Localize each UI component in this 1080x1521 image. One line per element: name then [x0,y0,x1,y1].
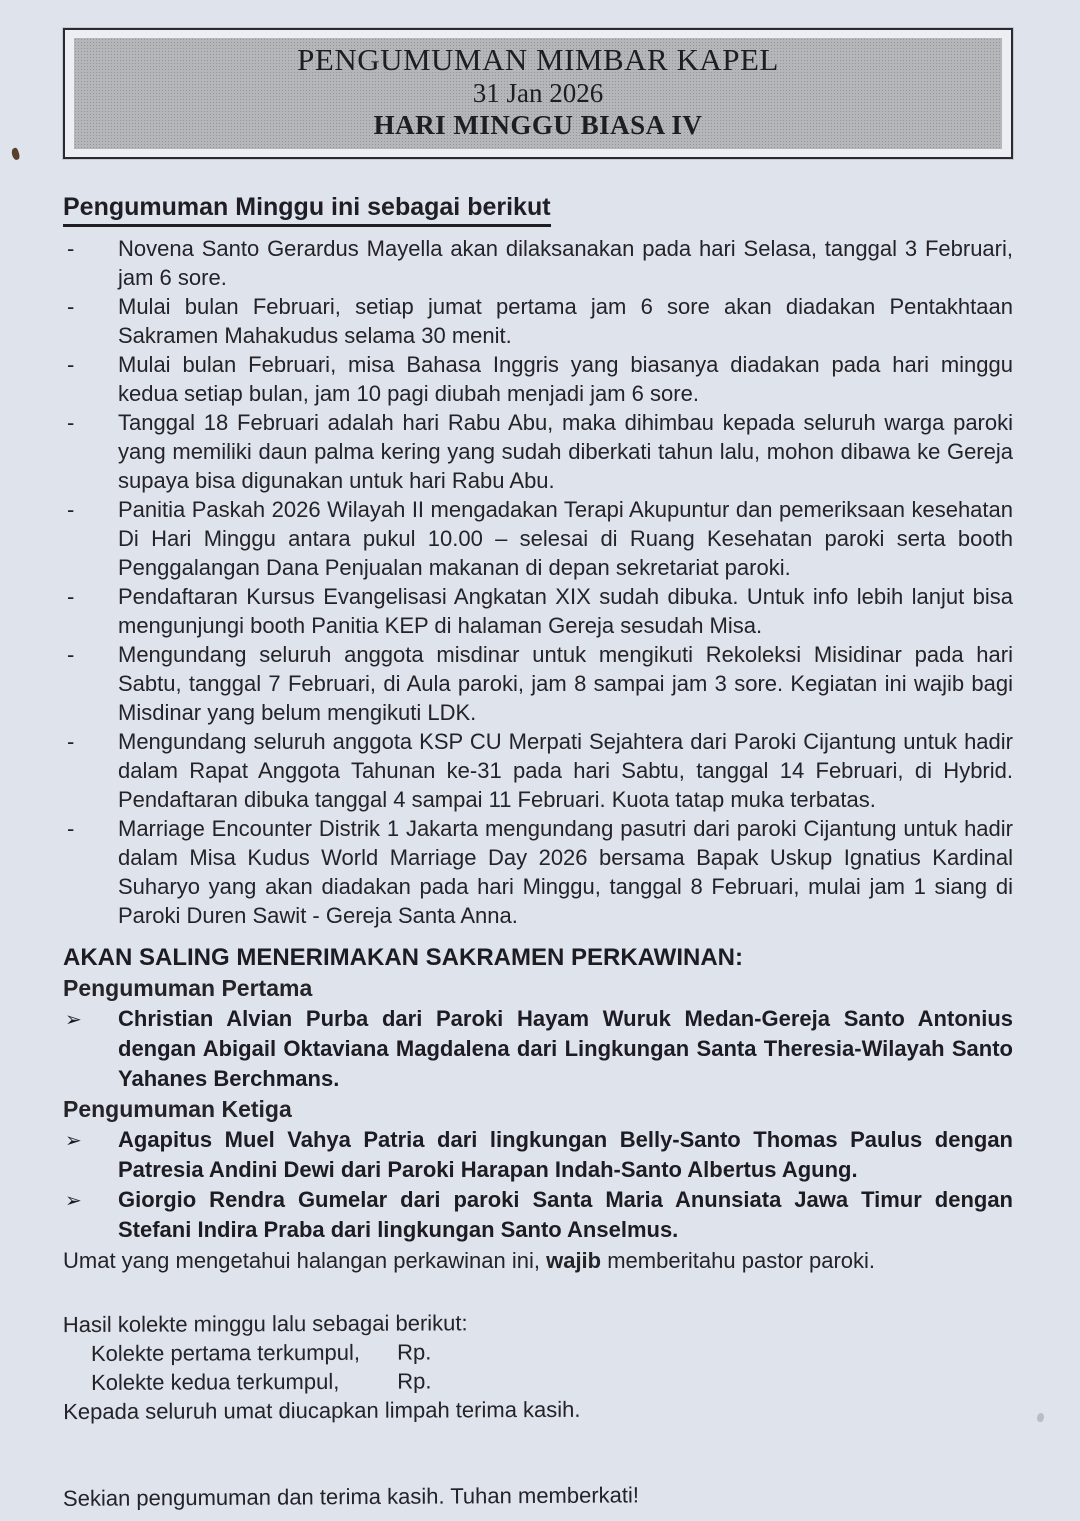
announcement-text: Tanggal 18 Februari adalah hari Rabu Abu, maka dihimbau kepada seluruh warga paroki yang memiliki daun palma kering yang sudah diberkati tahun lalu, mohon dibawa ke Gereja supaya bisa digunakan untuk hari Rabu Abu. [118,410,1013,493]
closing-line: Sekian pengumuman dan terima kasih. Tuhan memberkati! [62,1482,640,1511]
collection-amount: Rp. [397,1339,432,1365]
banns-text: Agapitus Muel Vahya Patria dari lingkungan Belly-Santo Thomas Paulus dengan Patresia Andini Dewi dari Paroki Harapan Indah-Santo Albertus Agung. [118,1127,1013,1182]
announcement-item [63,408,1013,495]
collection-row [63,1335,1013,1368]
arrow-bullet-icon: ➢ [65,1007,82,1031]
first-banns-label: Pengumuman Pertama [63,975,313,1001]
announcement-list [63,234,1013,930]
dash-bullet: - [67,294,75,319]
document-title: PENGUMUMAN MIMBAR KAPEL [297,42,779,77]
collection-amount: Rp. [397,1368,432,1394]
announcement-item [63,292,1013,350]
impediment-note [63,1246,1013,1276]
announcement-text: Mulai bulan Februari, setiap jumat pertama jam 6 sore akan diadakan Pentakhtaan Sakramen Mahakudus selama 30 menit. [118,294,1013,348]
dash-bullet: - [67,497,75,522]
collection-summary [63,1306,1013,1426]
banns-item [63,1185,1013,1245]
announcement-text: Panitia Paskah 2026 Wilayah II mengadakan Terapi Akupuntur dan pemeriksaan kesehatan Di Hari Minggu antara pukul 10.00 – selesai di Ruang Kesehatan paroki serta booth Penggalangan Dana Penjualan makanan di depan sekretariat paroki. [118,497,1013,580]
impediment-note-prefix: Umat yang mengetahui halangan perkawinan ini, [63,1248,547,1273]
ink-speck [10,147,20,161]
collection-label: Kolekte pertama terkumpul, [90,1339,361,1366]
announcement-text: Mengundang seluruh anggota misdinar untuk mengikuti Rekoleksi Misidinar pada hari Sabtu, tanggal 7 Februari, di Aula paroki, jam 8 sampai jam 3 sore. Kegiatan ini wajib bagi Misdinar yang belum mengikuti LDK. [118,642,1013,725]
dash-bullet: - [67,642,75,667]
third-banns-label: Pengumuman Ketiga [63,1096,292,1122]
announcement-item [63,727,1013,814]
header-box [63,28,1013,159]
third-banns-list [63,1125,1013,1245]
collection-intro: Hasil kolekte minggu lalu sebagai berikut: [62,1310,468,1338]
announcement-text: Mulai bulan Februari, misa Bahasa Inggris yang biasanya diadakan pada hari minggu kedua setiap bulan, jam 10 pagi diubah menjadi jam 6 sore. [118,352,1013,406]
first-banns-list [63,1004,1013,1094]
banns-item [63,1125,1013,1185]
impediment-note-suffix: memberitahu pastor paroki. [601,1248,876,1273]
announcement-item [63,350,1013,408]
weekly-announcements-heading [63,193,1013,227]
arrow-bullet-icon: ➢ [65,1188,82,1212]
announcement-item [63,640,1013,727]
dash-bullet: - [67,584,75,609]
dash-bullet: - [67,352,75,377]
banns-text: Christian Alvian Purba dari Paroki Hayam Wuruk Medan-Gereja Santo Antonius dengan Abigail Oktaviana Magdalena dari Lingkungan Santa Theresia-Wilayah Santo Yahanes Berchmans. [118,1006,1013,1091]
announcement-item [63,495,1013,582]
scan-speck [1035,1412,1045,1423]
document-subtitle: HARI MINGGU BIASA IV [373,110,703,140]
announcement-text: Marriage Encounter Distrik 1 Jakarta mengundang pasutri dari paroki Cijantung untuk hadir dalam Misa Kudus World Marriage Day 2026 bersama Bapak Uskup Ignatius Kardinal Suharyo yang akan diadakan pada hari Minggu, tanggal 8 Februari, mulai jam 1 siang di Paroki Duren Sawit - Gereja Santa Anna. [118,816,1013,928]
announcement-item [63,234,1013,292]
collection-thanks: Kepada seluruh umat diucapkan limpah terima kasih. [63,1396,581,1425]
dash-bullet: - [67,410,75,435]
weekly-announcements-heading-text: Pengumuman Minggu ini sebagai berikut [63,193,551,227]
banns-item [63,1004,1013,1094]
announcement-text: Pendaftaran Kursus Evangelisasi Angkatan XIX sudah dibuka. Untuk info lebih lanjut bisa mengunjungi booth Panitia KEP di halaman Gereja sesudah Misa. [118,584,1013,638]
announcement-text: Mengundang seluruh anggota KSP CU Merpati Sejahtera dari Paroki Cijantung untuk hadir dalam Rapat Anggota Tahunan ke-31 pada hari Sabtu, tanggal 14 Februari, di Hybrid. Pendaftaran dibuka tanggal 4 sampai 11 Februari. Kuota tatap muka terbatas. [118,729,1013,812]
collection-row [63,1364,1013,1397]
dash-bullet: - [67,236,75,261]
dash-bullet: - [67,729,75,754]
marriage-banns-heading: AKAN SALING MENERIMAKAN SAKRAMEN PERKAWINAN: [63,944,743,971]
dash-bullet: - [67,816,75,841]
banns-text: Giorgio Rendra Gumelar dari paroki Santa Maria Anunsiata Jawa Timur dengan Stefani Indira Praba dari lingkungan Santo Anselmus. [118,1187,1013,1242]
arrow-bullet-icon: ➢ [65,1128,82,1152]
announcement-item [63,814,1013,930]
collection-label: Kolekte kedua terkumpul, [91,1368,340,1395]
impediment-note-bold: wajib [546,1248,602,1273]
document-date: 31 Jan 2026 [472,78,604,108]
header-shaded-panel [74,38,1002,149]
announcement-item [63,582,1013,640]
announcement-text: Novena Santo Gerardus Mayella akan dilaksanakan pada hari Selasa, tanggal 3 Februari, jam 6 sore. [118,236,1013,290]
